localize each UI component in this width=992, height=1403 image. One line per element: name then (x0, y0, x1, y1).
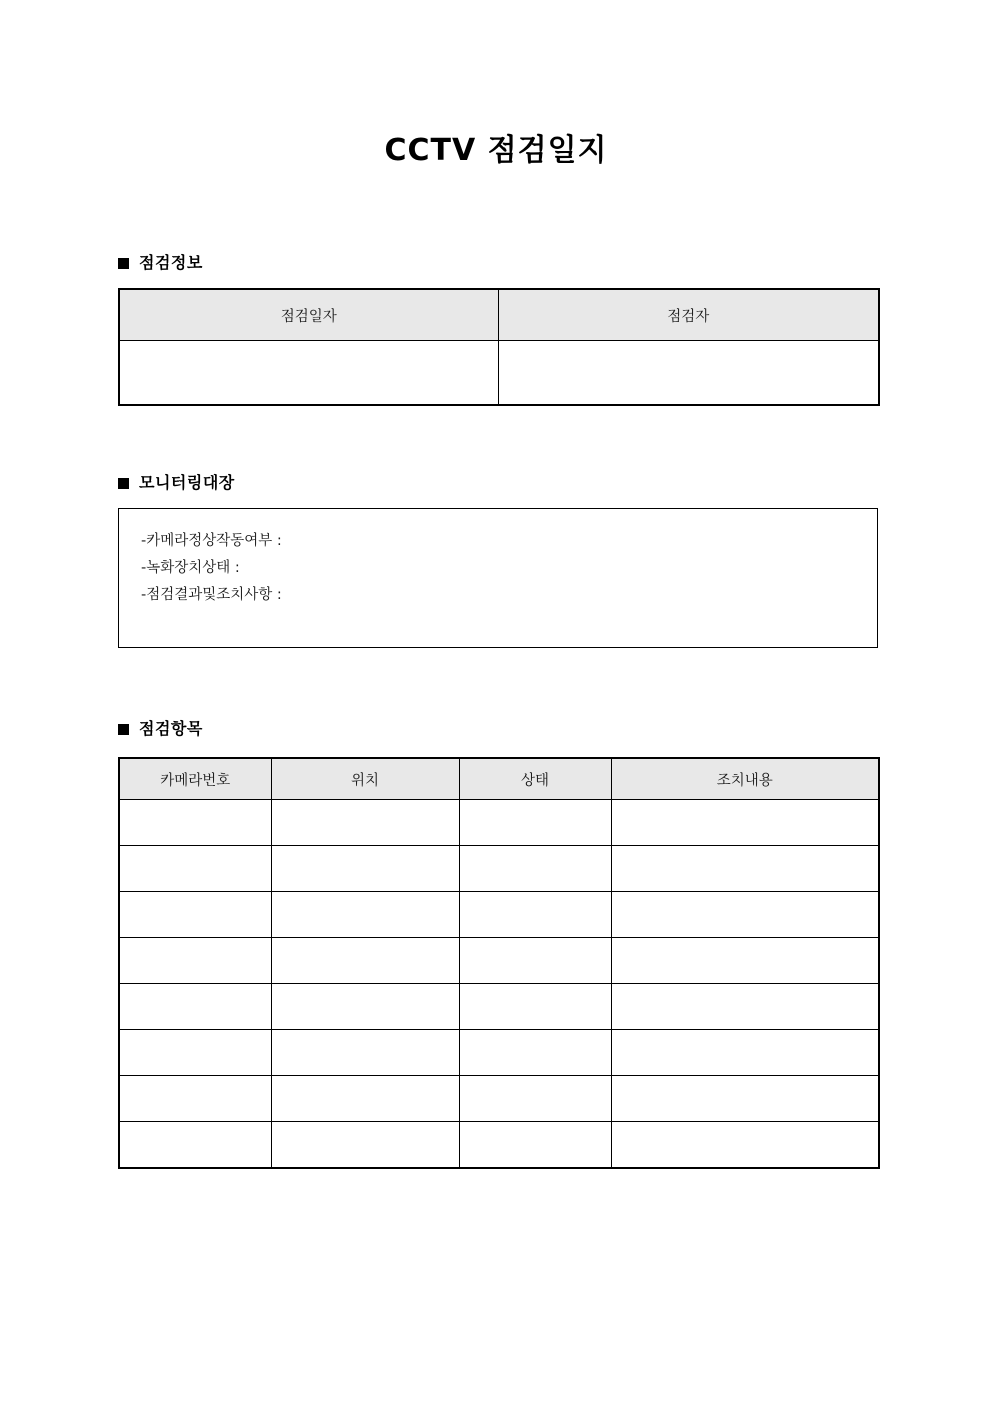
cell-status[interactable] (459, 1076, 611, 1122)
cell-camera-number[interactable] (119, 846, 271, 892)
table-row (119, 1030, 879, 1076)
cell-camera-number[interactable] (119, 938, 271, 984)
section-heading-monitoring-ledger (118, 472, 235, 494)
monitoring-ledger-box[interactable] (118, 508, 878, 648)
inspection-info-table (118, 288, 880, 406)
monitoring-line-result-and-action: -점검결과및조치사항 : (141, 587, 282, 603)
cell-action-detail[interactable] (611, 1076, 879, 1122)
cell-action-detail[interactable] (611, 846, 879, 892)
inspection-items-body (119, 800, 879, 1169)
cell-status[interactable] (459, 984, 611, 1030)
cell-status[interactable] (459, 1122, 611, 1169)
bullet-square-icon (118, 258, 129, 269)
cell-action-detail[interactable] (611, 984, 879, 1030)
inspection-items-table (118, 757, 880, 1169)
cell-location[interactable] (271, 1076, 459, 1122)
table-row (119, 984, 879, 1030)
cell-location[interactable] (271, 1122, 459, 1169)
column-header-status: 상태 (459, 758, 611, 800)
cell-location[interactable] (271, 938, 459, 984)
monitoring-ledger-lines (141, 528, 867, 609)
table-row (119, 1122, 879, 1169)
column-header-inspector: 점검자 (498, 289, 879, 341)
cell-action-detail[interactable] (611, 800, 879, 846)
cell-location[interactable] (271, 984, 459, 1030)
cell-location[interactable] (271, 800, 459, 846)
cell-camera-number[interactable] (119, 800, 271, 846)
page-title: CCTV 점검일지 (384, 133, 608, 168)
cell-location[interactable] (271, 846, 459, 892)
column-header-inspection-date: 점검일자 (119, 289, 498, 341)
cell-camera-number[interactable] (119, 892, 271, 938)
monitoring-line-recorder-status: -녹화장치상태 : (141, 560, 240, 576)
bullet-square-icon (118, 724, 129, 735)
cell-status[interactable] (459, 892, 611, 938)
cell-action-detail[interactable] (611, 1122, 879, 1169)
cell-status[interactable] (459, 1030, 611, 1076)
section-heading-label: 모니터링대장 (139, 473, 235, 492)
section-heading-inspection-info (118, 252, 203, 274)
cell-status[interactable] (459, 800, 611, 846)
cell-camera-number[interactable] (119, 1030, 271, 1076)
cell-status[interactable] (459, 938, 611, 984)
table-row (119, 800, 879, 846)
table-row (119, 846, 879, 892)
table-row (119, 938, 879, 984)
cell-location[interactable] (271, 1030, 459, 1076)
cell-status[interactable] (459, 846, 611, 892)
cell-action-detail[interactable] (611, 892, 879, 938)
cell-location[interactable] (271, 892, 459, 938)
bullet-square-icon (118, 478, 129, 489)
monitoring-line-camera-operation: -카메라정상작동여부 : (141, 533, 282, 549)
cell-camera-number[interactable] (119, 1122, 271, 1169)
column-header-location: 위치 (271, 758, 459, 800)
section-heading-inspection-items (118, 718, 203, 740)
cell-action-detail[interactable] (611, 1030, 879, 1076)
column-header-camera-number: 카메라번호 (119, 758, 271, 800)
table-row (119, 341, 879, 406)
column-header-action-detail: 조치내용 (611, 758, 879, 800)
table-row (119, 892, 879, 938)
table-header-row (119, 758, 879, 800)
section-heading-label: 점검항목 (139, 719, 203, 738)
cell-inspection-date[interactable] (119, 341, 498, 406)
cell-camera-number[interactable] (119, 1076, 271, 1122)
cell-inspector[interactable] (498, 341, 879, 406)
cell-camera-number[interactable] (119, 984, 271, 1030)
cell-action-detail[interactable] (611, 938, 879, 984)
table-header-row (119, 289, 879, 341)
section-heading-label: 점검정보 (139, 253, 203, 272)
table-row (119, 1076, 879, 1122)
